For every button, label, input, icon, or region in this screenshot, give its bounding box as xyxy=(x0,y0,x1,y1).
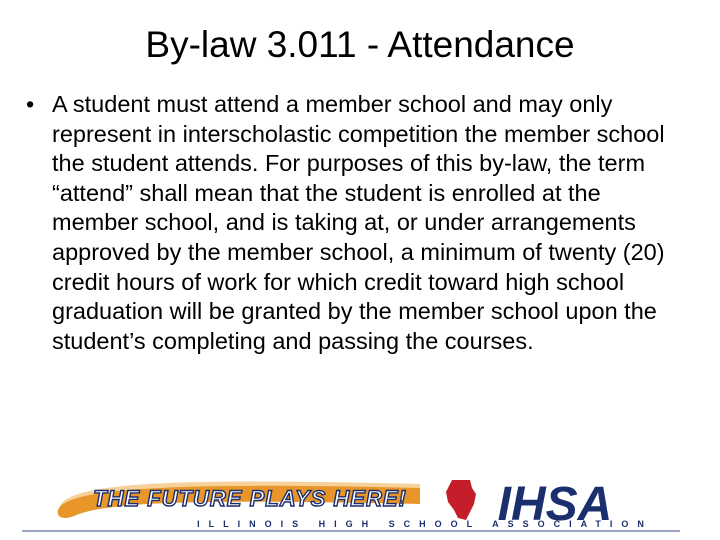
bullet-glyph: • xyxy=(26,91,35,117)
bullet-text: A student must attend a member school and may only represent in interscholastic competition the member school the student attends. For purposes of this by-law, the term “attend” shall mean that the student is enrolled at the member school, and is taking at, or under arrangements approved by the member school, a minimum of twenty (20) credit hours of work for which credit toward high school graduation will be granted by the member school upon the student’s completing and passing the courses. xyxy=(52,91,665,354)
ihsa-logo-text: IHSA xyxy=(497,478,613,530)
illinois-state-icon xyxy=(446,480,476,520)
bullet-item xyxy=(26,90,686,356)
footer-rule xyxy=(22,530,680,532)
slide-title: By-law 3.011 - Attendance xyxy=(145,24,575,65)
bullet-list xyxy=(26,90,686,356)
tagline-text: THE FUTURE PLAYS HERE! xyxy=(93,486,407,511)
ihsa-footer-logo xyxy=(0,470,720,530)
association-name: ILLINOIS HIGH SCHOOL ASSOCIATION xyxy=(197,519,653,529)
